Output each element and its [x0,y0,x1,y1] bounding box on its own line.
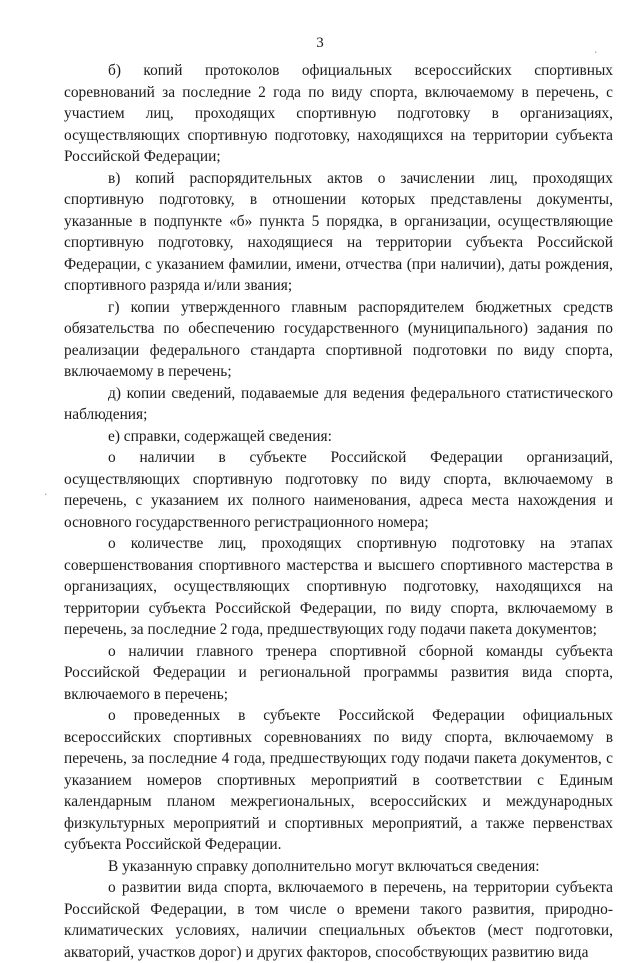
page-number: 3 [316,35,324,51]
paragraph-d-statistics: д) копии сведений, подаваемые для ведения федерального статистического наблюдения; [64,384,613,423]
paragraph-additional-info: В указанную справку дополнительно могут включаться сведения: [108,857,540,875]
scan-speck: · [594,46,598,59]
paragraph-head-coach: о наличии главного тренера спортивной сборной команды субъекта Российской Федерации и региональной программы развития вида спорта, включаемого в перечень; [64,642,613,703]
paragraph-v-enrollment-acts: в) копий распорядительных актов о зачислении лиц, проходящих спортивную подготовку, в отношении которых представлены документы, указанные в подпункте «б» пункта 5 порядка, в организации, осуществляющие спортивную подготовку, находящиеся на территории субъекта Российской Федерации, с указанием фамилии, имени, отчества (при наличии), даты рождения, спортивного разряда и/или звания; [64,169,613,294]
paragraph-g-state-assignment: г) копии утвержденного главным распорядителем бюджетных средств обязательства по обеспечению государственного (муниципального) задания по реализации федерального стандарта спортивной подготовки по виду спорта, включаемому в перечень; [64,298,613,380]
document-body [64,60,613,963]
scan-speck: · [44,488,48,501]
paragraph-e-certificate: е) справки, содержащей сведения: [108,427,332,445]
paragraph-competitions: о проведенных в субъекте Российской Федерации официальных всероссийских спортивных соревнованиях по виду спорта, включаемому в перечень, за последние 4 года, предшествующих году подачи пакета документов, с указанием номеров спортивных мероприятий в соответствии с Единым календарным планом межрегиональных, всероссийских и международных физкультурных мероприятий и спортивных мероприятий, а также первенствах субъекта Российской Федерации. [64,707,613,853]
paragraph-organizations: о наличии в субъекте Российской Федерации организаций, осуществляющих спортивную подготовку по виду спорта, включаемому в перечень, с указанием их полного наименования, адреса места нахождения и основного государственного регистрационного номера; [64,449,613,531]
paragraph-sport-development: о развитии вида спорта, включаемого в перечень, на территории субъекта Российской Федерации, в том числе о времени такого развития, природно-климатических условиях, наличии специальных объектов (мест подготовки, акваторий, участков дорог) и других факторов, способствующих развитию вида [64,879,613,961]
paragraph-b-protocols: б) копий протоколов официальных всероссийских спортивных соревнований за последние 2 года по виду спорта, включаемому в перечень, с участием лиц, проходящих спортивную подготовку в организациях, осуществляющих спортивную подготовку, находящихся на территории субъекта Российской Федерации; [64,62,613,165]
paragraph-athlete-count: о количестве лиц, проходящих спортивную подготовку на этапах совершенствования спортивного мастерства и высшего спортивного мастерства в организациях, осуществляющих спортивную подготовку, находящихся на территории субъекта Российской Федерации, по виду спорта, включаемому в перечень, за последние 2 года, предшествующих году подачи пакета документов; [64,535,613,638]
